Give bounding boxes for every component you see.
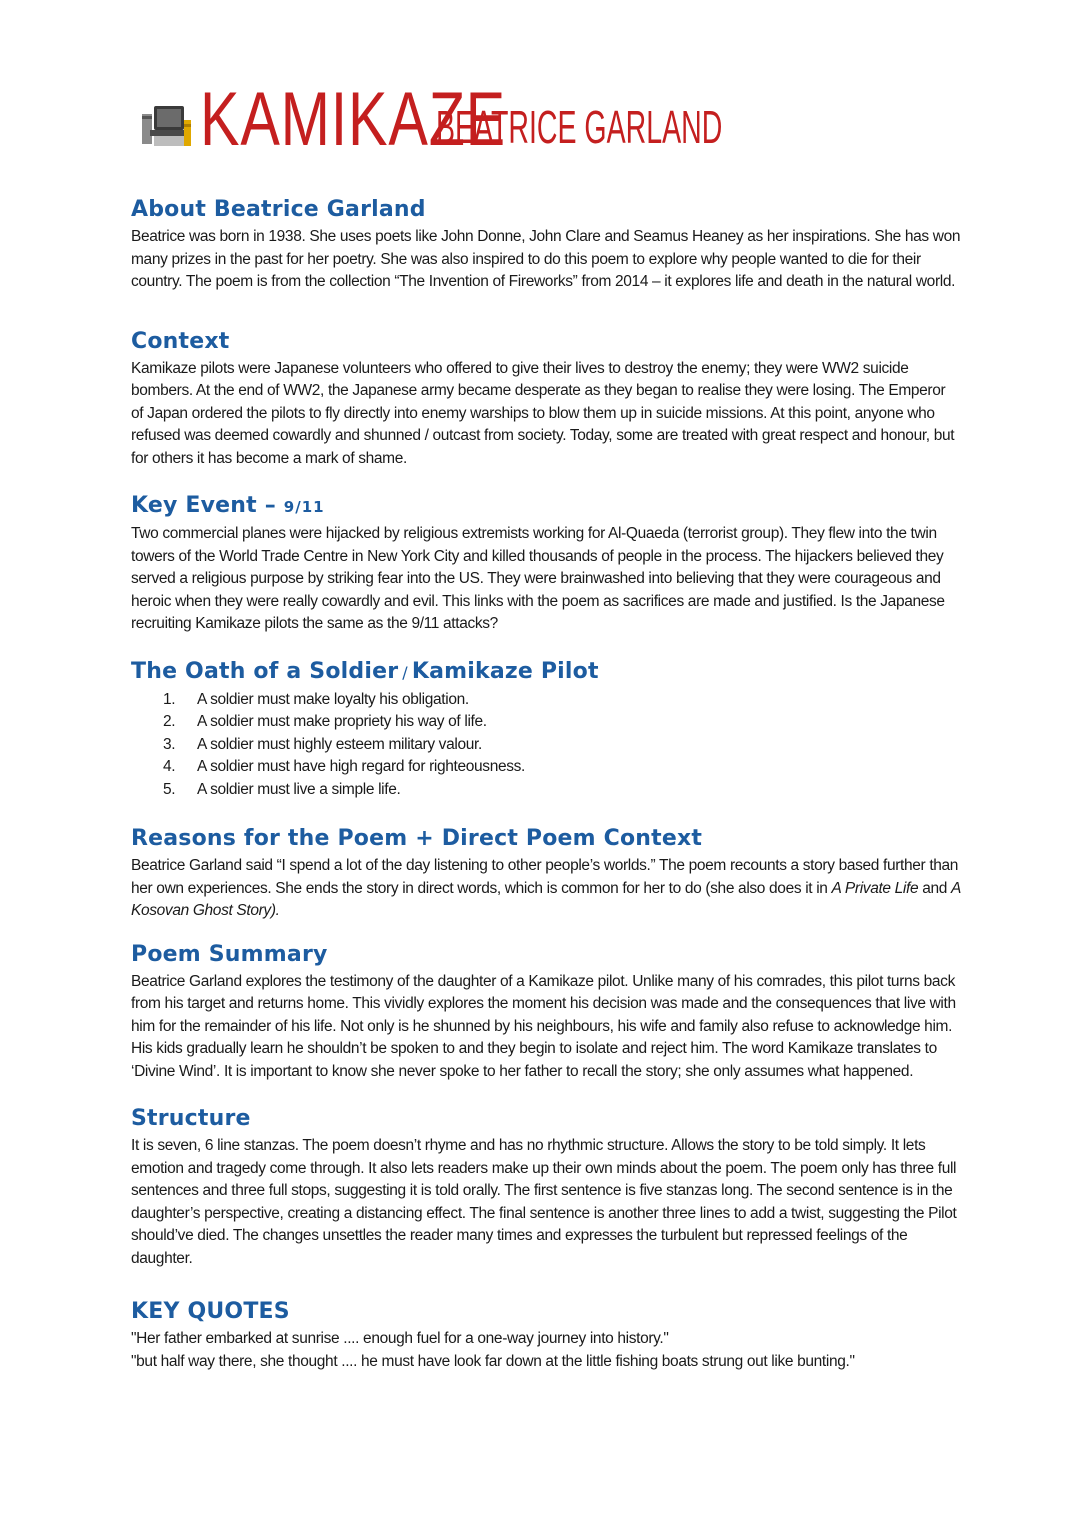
reasons-title-a: A Private Life [831,879,919,897]
list-item [163,689,961,712]
quotes-heading: KEY QUOTES [131,1299,290,1324]
quotes-section [131,1298,961,1373]
reasons-text [131,855,961,923]
quote-item: "Her father embarked at sunrise .... enough fuel for a one-way journey into history." [131,1330,669,1347]
page-header [140,77,723,162]
list-text: A soldier must make propriety his way of life. [197,713,487,730]
list-number: 2. [163,713,176,730]
reasons-section [131,825,961,923]
list-item [163,756,961,779]
list-text: A soldier must highly esteem military valour. [197,735,482,753]
about-heading: About Beatrice Garland [131,197,426,222]
key-event-text: Two commercial planes were hijacked by religious extremists working for Al-Quaeda (terrorist group). They flew into the twin towers of the World Trade Centre in New York City and killed thousands of people in the process. The hijackers believed they served a religious purpose by striking fear into the US. They were brainwashed into believing that they were courageous and heroic when they were really cowardly and evil. This links with the poem as sacrifices are made and justified. Is the Japanese recruiting Kamikaze pilots the same as the 9/11 attacks? [131,525,945,632]
about-section [131,196,961,294]
reasons-heading: Reasons for the Poem + Direct Poem Context [131,826,703,851]
main-content [131,196,961,1391]
list-item [163,711,961,734]
oath-heading-sep: / [402,662,408,682]
reasons-title-b: A Kosovan Ghost Story). [131,879,961,919]
structure-section [131,1105,961,1270]
oath-heading [131,658,961,687]
key-event-date: 9/11 [283,498,325,516]
list-item [163,779,961,802]
list-number: 4. [163,758,176,775]
laptop-books-icon [140,100,192,150]
about-text: Beatrice was born in 1938. She uses poets like John Donne, John Clare and Seamus Heaney as her inspirations. She has won many prizes in the past for her poetry. She was also inspired to do this poem to explore why people wanted to die for their country. The poem is from the collection “The Invention of Fireworks” from 2014 – it explores life and death in the natural world. [131,228,961,290]
reasons-text-and: and [918,879,951,897]
structure-text: It is seven, 6 line stanzas. The poem doesn’t rhyme and has no rhythmic structure. Allows the story to be told simply. It lets emotion and tragedy come through. It also lets readers make up their own minds about the poem. The poem only has three full sentences and three full stops, suggesting it is told orally. The first sentence is five stanzas long. The second sentence is in the daughter’s perspective, creating a distancing effect. The final sentence is another three lines to add a twist, suggesting the Pilot should’ve died. The changes unsettles the reader many times and expresses the turbulent but repressed feelings of the daughter. [131,1137,957,1267]
list-number: 5. [163,780,176,798]
oath-section [131,658,961,802]
reasons-text-main: Beatrice Garland said “I spend a lot of the day listening to other people’s worlds.” The poem recounts a story based further than her own experiences. She ends the story in direct words, which is common for her to do (she also does it in [131,857,959,897]
oath-heading-a: The Oath of a Soldier [131,658,399,684]
quote-item: "but half way there, she thought .... he must have look far down at the little fishing boats strung out like bunting." [131,1352,855,1370]
structure-heading: Structure [131,1106,251,1131]
key-event-section [131,492,961,636]
list-text: A soldier must live a simple life. [197,780,401,798]
context-text: Kamikaze pilots were Japanese volunteers who offered to give their lives to destroy the enemy; they were WW2 suicide bombers. At the end of WW2, the Japanese army became desperate as they began to realise they were losing. The Emperor of Japan ordered the pilots to fly directly into enemy warships to blow them up in suicide missions. At this point, anyone who refused was deemed cowardly and shunned / outcast from society. Today, some are treated with great respect and honour, but for others it has become a mark of shame. [131,359,955,467]
list-number: 1. [163,690,176,708]
summary-text: Beatrice Garland explores the testimony of the daughter of a Kamikaze pilot. Unlike many of his comrades, this pilot turns back from his target and returns home. This vividly explores the moment his decision was made and the consequences that live with him for the remainder of his life. Not only is he shunned by his neighbours, his wife and family also refuse to acknowledge him. His kids gradually learn he shouldn’t be spoken to and they begin to isolate and reject him. The word Kamikaze translates to ‘Divine Wind’. It is important to know she never spoke to her father to recall the story; she only assumes what happened. [131,972,956,1080]
author-name: BEATRICE GARLAND [436,101,723,153]
page-title: KAMIKAZE [200,77,507,162]
context-heading: Context [131,328,230,354]
context-section [131,328,961,471]
list-item [163,734,961,757]
oath-heading-b: Kamikaze Pilot [411,658,599,684]
list-text: A soldier must have high regard for righteousness. [197,758,525,775]
summary-section [131,941,961,1084]
list-text: A soldier must make loyalty his obligation. [197,690,469,708]
oath-list [163,689,961,802]
key-event-heading [131,492,961,521]
key-event-title: Key Event – [131,493,276,518]
list-number: 3. [163,735,176,753]
summary-heading: Poem Summary [131,941,328,967]
